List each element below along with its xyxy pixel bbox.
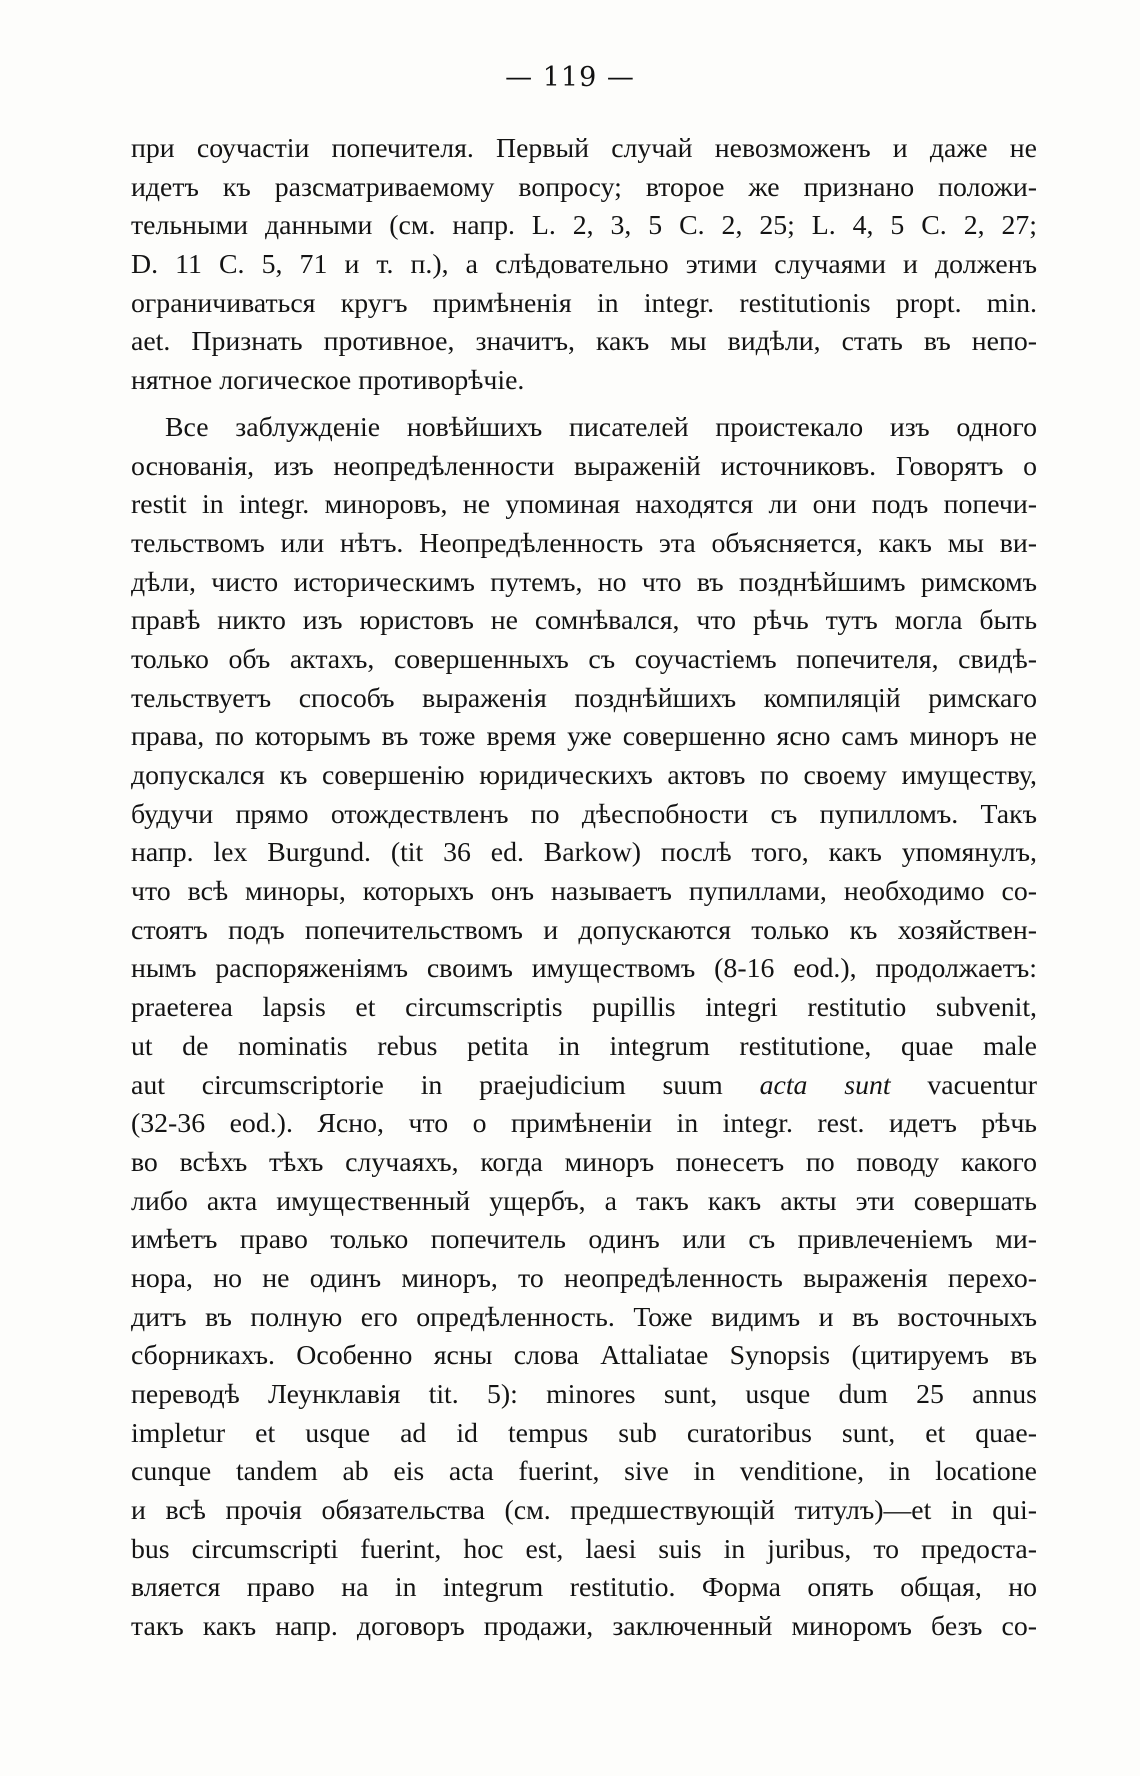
paragraph-2 [131,409,1037,1647]
text-line: что всѣ миноры, которыхъ онъ называетъ пупиллами, необходимо со- [131,876,1037,908]
text-line: имѣетъ право только попечитель одинъ или съ привлеченіемъ ми- [131,1224,1037,1256]
text-line: идетъ къ разсматриваемому вопросу; второе же признано положи- [131,171,1037,203]
text-line: (32-36 eod.). Ясно, что о примѣненіи in integr. rest. идетъ рѣчь [131,1108,1037,1140]
text-line: правѣ никто изъ юристовъ не сомнѣвался, что рѣчь тутъ могла быть [131,605,1037,637]
text-line: aet. Признать противное, значитъ, какъ мы видѣли, стать въ непо- [131,326,1037,358]
text-line: restit in integr. миноровъ, не упоминая находятся ли они подъ попечи- [131,489,1037,521]
text-line: и всѣ прочія обязательства (см. предшествующій титулъ)—et in qui- [131,1495,1037,1527]
text-line: вляется право на in integrum restitutio. Форма опять общая, но [131,1572,1037,1604]
text-line: либо акта имущественный ущербъ, а такъ какъ акты эти совершать [131,1185,1037,1217]
text-line: во всѣхъ тѣхъ случаяхъ, когда миноръ понесетъ по поводу какого [131,1146,1037,1178]
text-line: напр. lex Burgund. (tit 36 ed. Barkow) послѣ того, какъ упомянулъ, [131,837,1037,869]
text-line: bus circumscripti fuerint, hoc est, laesi suis in juribus, то предоста- [131,1533,1037,1565]
text-line: основанія, изъ неопредѣленности выраженій источниковъ. Говорятъ о [131,450,1037,482]
text-line: только объ актахъ, совершенныхъ съ соучастіемъ попечителя, свидѣ- [131,643,1037,675]
text-line: права, по которымъ въ тоже время уже совершенно ясно самъ миноръ не [131,721,1037,753]
text-line: переводѣ Леунклавія tit. 5): minores sunt, usque dum 25 annus [131,1379,1037,1410]
text-line: такъ какъ напр. договоръ продажи, заключенный миноромъ безъ со- [131,1611,1037,1643]
text-line: тельными данными (см. напр. L. 2, 3, 5 С. 2, 25; L. 4, 5 С. 2, 27; [131,210,1037,242]
text-line: будучи прямо отождествленъ по дѣеспобности съ пупилломъ. Такъ [131,798,1037,830]
text-line: praeterea lapsis et circumscriptis pupillis integri restitutio subvenit, [131,992,1037,1024]
text-line: cunque tandem ab eis acta fuerint, sive in venditione, in locatione [131,1456,1037,1488]
text-line: нымъ распоряженіямъ своимъ имуществомъ (8-16 eod.), продолжаетъ: [131,953,1037,985]
paragraph-1 [131,130,1037,401]
text-line: дѣли, чисто историческимъ путемъ, но что въ позднѣйшимъ римскомъ [131,566,1037,598]
text-line: тельствуетъ способъ выраженія позднѣйшихъ компиляцій римскаго [131,682,1037,714]
text-line: нятное логическое противорѣчіе. [131,365,525,397]
text-line: Все заблужденіе новѣйшихъ писателей проистекало изъ одного [165,411,1037,443]
text-line: сборникахъ. Особенно ясны слова Attaliatae Synopsis (цитируемъ въ [131,1340,1037,1372]
page-number: — 119 — [505,62,635,93]
text-line: нора, но не одинъ миноръ, то неопредѣленность выраженія перехо- [131,1262,1037,1294]
text-line: ограничиваться кругъ примѣненія in integr. restitutionis propt. min. [131,287,1037,319]
text-line: при соучастіи попечителя. Первый случай невозможенъ и даже не [131,133,1037,164]
text-line: стоятъ подъ попечительствомъ и допускаются только къ хозяйствен- [131,914,1037,946]
text-line: дитъ въ полную его опредѣленность. Тоже видимъ и въ восточныхъ [131,1301,1037,1333]
text-line-with-italic: aut circumscriptorie in praejudicium suum acta sunt vacuentur [131,1069,1037,1101]
text-line: тельствомъ или нѣтъ. Неопредѣленность эта объясняется, какъ мы ви- [131,527,1037,559]
text-line: ut de nominatis rebus petita in integrum restitutione, quae male [131,1030,1037,1062]
italic-phrase: acta sunt [759,1069,891,1101]
text-line: допускался къ совершенію юридическихъ актовъ по своему имуществу, [131,760,1037,791]
body-text [131,130,1037,1647]
text-line: impletur et usque ad id tempus sub curatoribus sunt, et quae- [131,1417,1037,1449]
text-line: D. 11 С. 5, 71 и т. п.), а слѣдовательно этими случаями и долженъ [131,249,1037,281]
